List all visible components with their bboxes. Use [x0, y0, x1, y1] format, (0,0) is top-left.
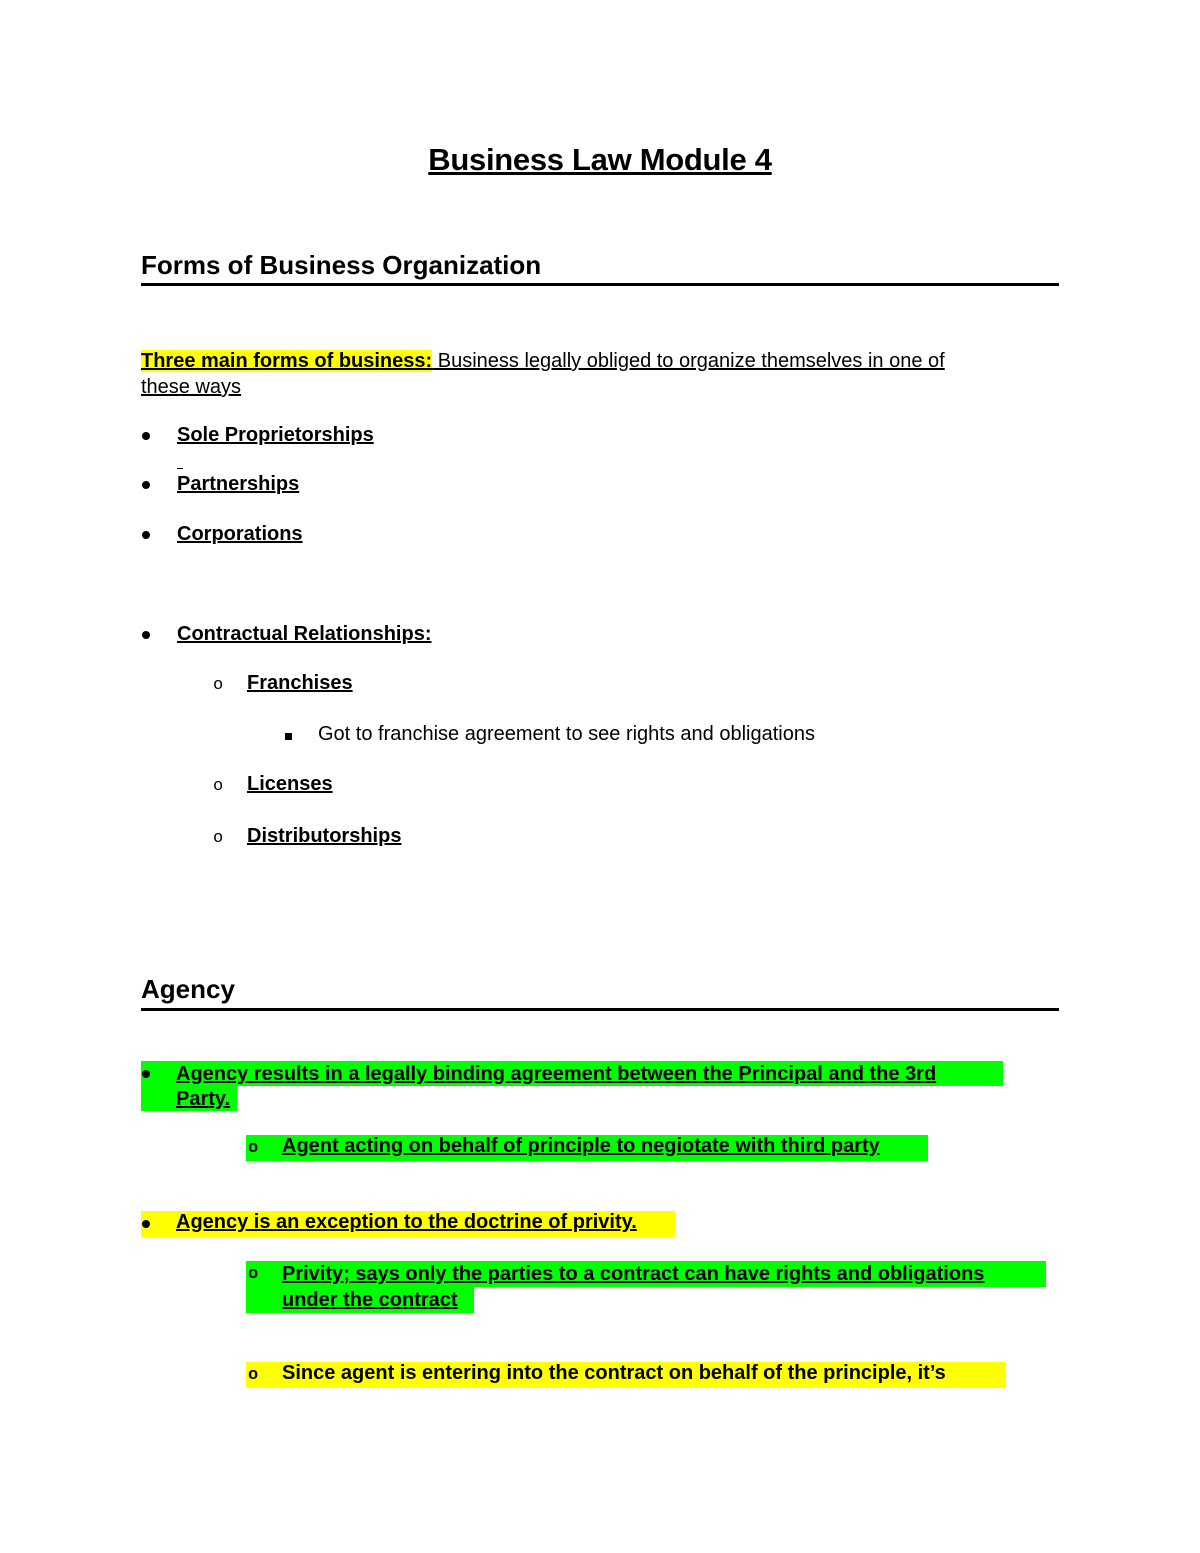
contractual-item: Licenses [247, 773, 333, 795]
page-title: Business Law Module 4 [428, 142, 772, 177]
section-rule [141, 283, 1059, 286]
intro-text-line1: Business legally obliged to organize themselves in one of [432, 350, 945, 372]
intro-paragraph [141, 348, 1041, 400]
form-item: Sole Proprietorships [177, 424, 374, 446]
intro-label: Three main forms of business: [141, 350, 433, 372]
bullet-icon [142, 1220, 150, 1228]
agency-point-1 [176, 1062, 936, 1112]
circle-bullet-icon: o [213, 676, 224, 695]
agency-point-2-sub-1-line1: Privity; says only the parties to a contract can have rights and obligations [282, 1263, 985, 1285]
circle-bullet-icon: o [213, 777, 224, 796]
agency-point-1-line2: Party. [176, 1088, 231, 1110]
circle-bullet-icon: o [248, 1265, 259, 1284]
agency-point-2-sub-1 [282, 1261, 984, 1313]
contractual-label: Contractual Relationships: [177, 623, 432, 645]
intro-text-line2: these ways [141, 376, 242, 398]
bullet-icon [142, 631, 150, 639]
square-bullet-icon [285, 733, 292, 740]
contractual-item: Distributorships [247, 825, 402, 847]
agency-point-1-sub: Agent acting on behalf of principle to negiotate with third party [282, 1135, 880, 1157]
agency-point-2: Agency is an exception to the doctrine of privity. [176, 1211, 637, 1233]
circle-bullet-icon: o [248, 1366, 259, 1385]
franchise-note: Got to franchise agreement to see rights and obligations [318, 723, 815, 745]
bullet-icon [142, 1070, 150, 1078]
circle-bullet-icon: o [213, 829, 224, 848]
bullet-icon [142, 481, 150, 489]
section-rule [141, 1008, 1059, 1011]
section-heading-agency: Agency [141, 974, 235, 1004]
contractual-item: Franchises [247, 672, 353, 694]
stray-underline [177, 468, 183, 469]
bullet-icon [142, 531, 150, 539]
agency-point-2-sub-1-line2: under the contract [282, 1289, 458, 1311]
bullet-icon [142, 432, 150, 440]
form-item: Corporations [177, 523, 303, 545]
agency-point-2-sub-2: Since agent is entering into the contract on behalf of the principle, it’s [282, 1362, 946, 1384]
circle-bullet-icon: o [248, 1139, 259, 1158]
agency-point-1-line1: Agency results in a legally binding agreement between the Principal and the 3rd [176, 1063, 937, 1085]
form-item: Partnerships [177, 473, 300, 495]
section-heading-forms: Forms of Business Organization [141, 250, 542, 280]
